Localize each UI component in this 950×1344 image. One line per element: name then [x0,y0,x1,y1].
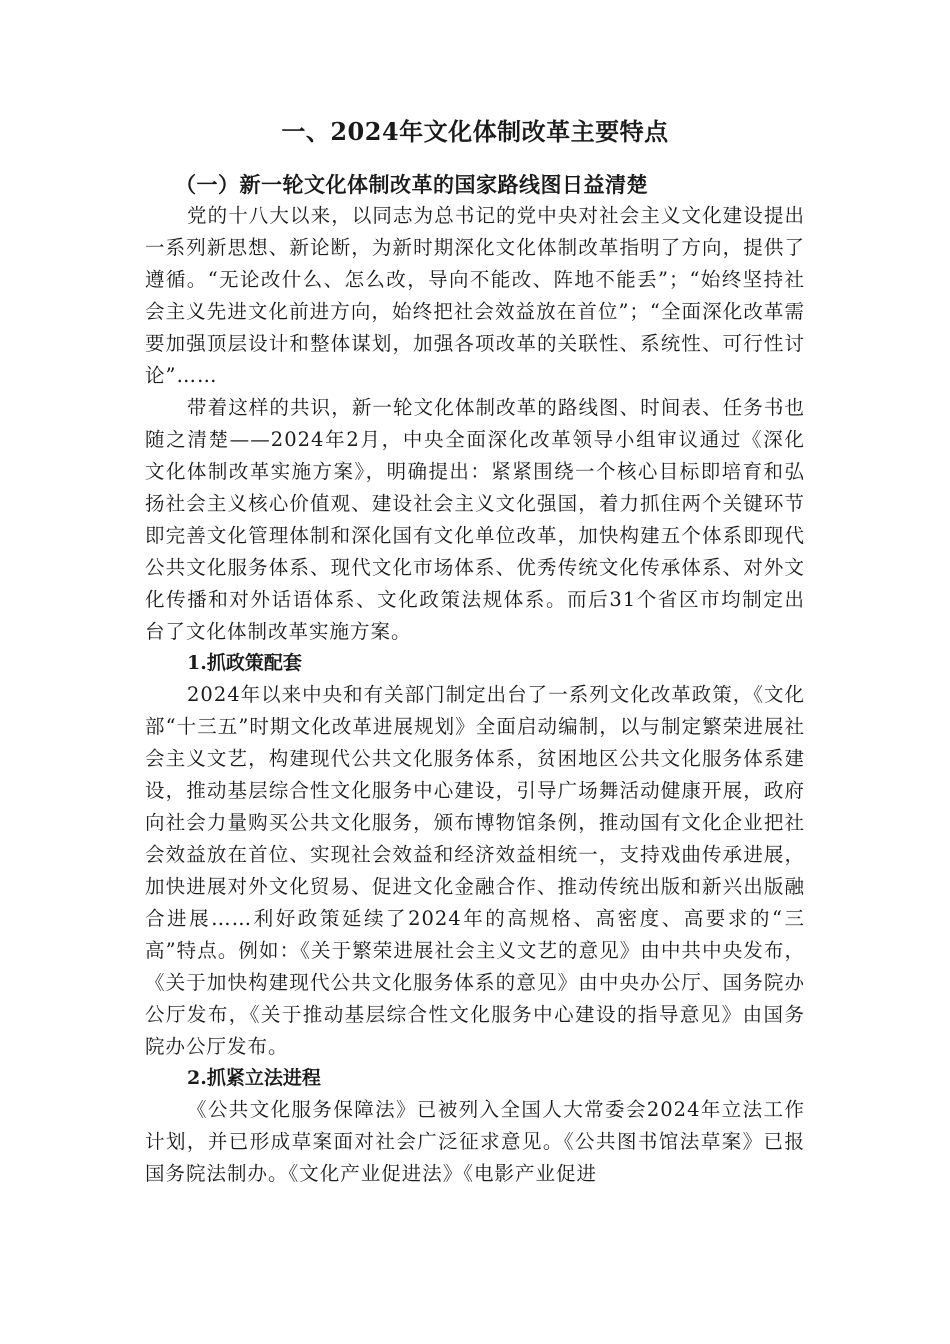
paragraph: 党的十八大以来，以同志为总书记的党中央对社会主义文化建设提出一系列新思想、新论断，为新时期深化文化体制改革指明了方向，提供了遵循。“无论改什么、怎么改，导向不能改、阵地不能丢”；“始终坚持社会主义先进文化前进方向，始终把社会效益放在首位”；“全面深化改革需要加强顶层设计和整体谋划，加强各项改革的关联性、系统性、可行性讨论”…… [145,204,805,387]
section-heading: （一）新一轮文化体制改革的国家路线图日益清楚 [175,172,648,197]
paragraph: 2024年以来中央和有关部门制定出台了一系列文化改革政策，《文化部“十三五”时期文化改革进展规划》全面启动编制，以与制定繁荣进展社会主义文艺，构建现代公共文化服务体系，贫困地区公共文化服务体系建设，推动基层综合性文化服务中心建设，引导广场舞活动健康开展，政府向社会力量购买公共文化服务，颁布博物馆条例，推动国有文化企业把社会效益放在首位、实现社会效益和经济效益相统一，支持戏曲传承进展，加快进展对外文化贸易、促进文化金融合作、推动传统出版和新兴出版融合进展……利好政策延续了2024年的高规格、高密度、高要求的“三高”特点。例如：《关于繁荣进展社会主义文艺的意见》由中共中央发布，《关于加快构建现代公共文化服务体系的意见》由中央办公厅、国务院办公厅发布，《关于推动基层综合性文化服务中心建设的指导意见》由国务院办公厅发布。 [145,683,805,1058]
paragraph: 《公共文化服务保障法》已被列入全国人大常委会2024年立法工作计划，并已形成草案面对社会广泛征求意见。《公共图书馆法草案》已报国务院法制办。《文化产业促进法》《电影产业促进 [145,1098,805,1185]
paragraph: 带着这样的共识，新一轮文化体制改革的路线图、时间表、任务书也随之清楚——2024年2月，中央全面深化改革领导小组审议通过《深化文化体制改革实施方案》，明确提出：紧紧围绕一个核心目标即培育和弘扬社会主义核心价值观、建设社会主义文化强国，着力抓住两个关键环节即完善文化管理体制和深化国有文化单位改革，加快构建五个体系即现代公共文化服务体系、现代文化市场体系、优秀传统文化传承体系、对外文化传播和对外话语体系、文化政策法规体系。而后31个省区市均制定出台了文化体制改革实施方案。 [145,396,805,643]
subsection-heading: 1.抓政策配套 [187,652,302,674]
document-body [145,112,805,1190]
page-title: 一、2024年文化体制改革主要特点 [281,117,669,146]
subsection-heading: 2.抓紧立法进程 [187,1067,321,1089]
